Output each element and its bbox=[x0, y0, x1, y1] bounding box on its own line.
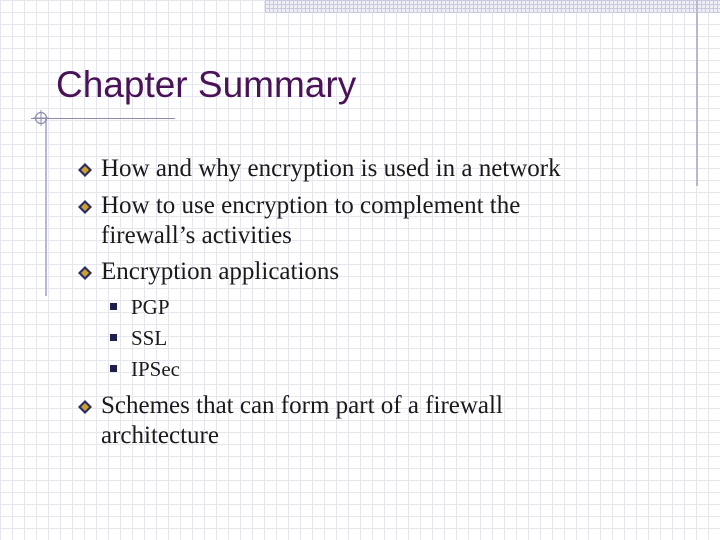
bullet-item bbox=[78, 391, 678, 451]
sub-bullet-item bbox=[110, 325, 167, 351]
sub-bullet-item bbox=[110, 356, 180, 382]
sub-bullet-item bbox=[110, 294, 170, 320]
right-vertical-rule bbox=[696, 0, 698, 186]
crosshair-icon bbox=[33, 110, 49, 126]
bullet-item bbox=[78, 191, 678, 251]
square-icon bbox=[110, 365, 117, 372]
diamond-icon bbox=[78, 266, 92, 280]
bullet-item bbox=[78, 257, 678, 287]
bullet-text: How to use encryption to complement the firewall’s activities bbox=[101, 192, 521, 249]
sub-bullet-text: IPSec bbox=[131, 357, 180, 381]
diamond-icon bbox=[78, 163, 92, 177]
slide-title: Chapter Summary bbox=[56, 64, 357, 105]
bullet-text: Encryption applications bbox=[101, 258, 340, 285]
bullet-text: How and why encryption is used in a network bbox=[101, 155, 561, 182]
title-underline bbox=[31, 118, 175, 119]
bullet-text: Schemes that can form part of a firewall architecture bbox=[101, 392, 503, 449]
square-icon bbox=[110, 334, 117, 341]
diamond-icon bbox=[78, 400, 92, 414]
top-pattern-band bbox=[265, 0, 720, 13]
left-vertical-rule bbox=[45, 118, 47, 296]
square-icon bbox=[110, 303, 117, 310]
sub-bullet-text: PGP bbox=[131, 295, 170, 319]
sub-bullet-text: SSL bbox=[131, 326, 168, 350]
diamond-icon bbox=[78, 200, 92, 214]
bullet-item bbox=[78, 154, 678, 184]
